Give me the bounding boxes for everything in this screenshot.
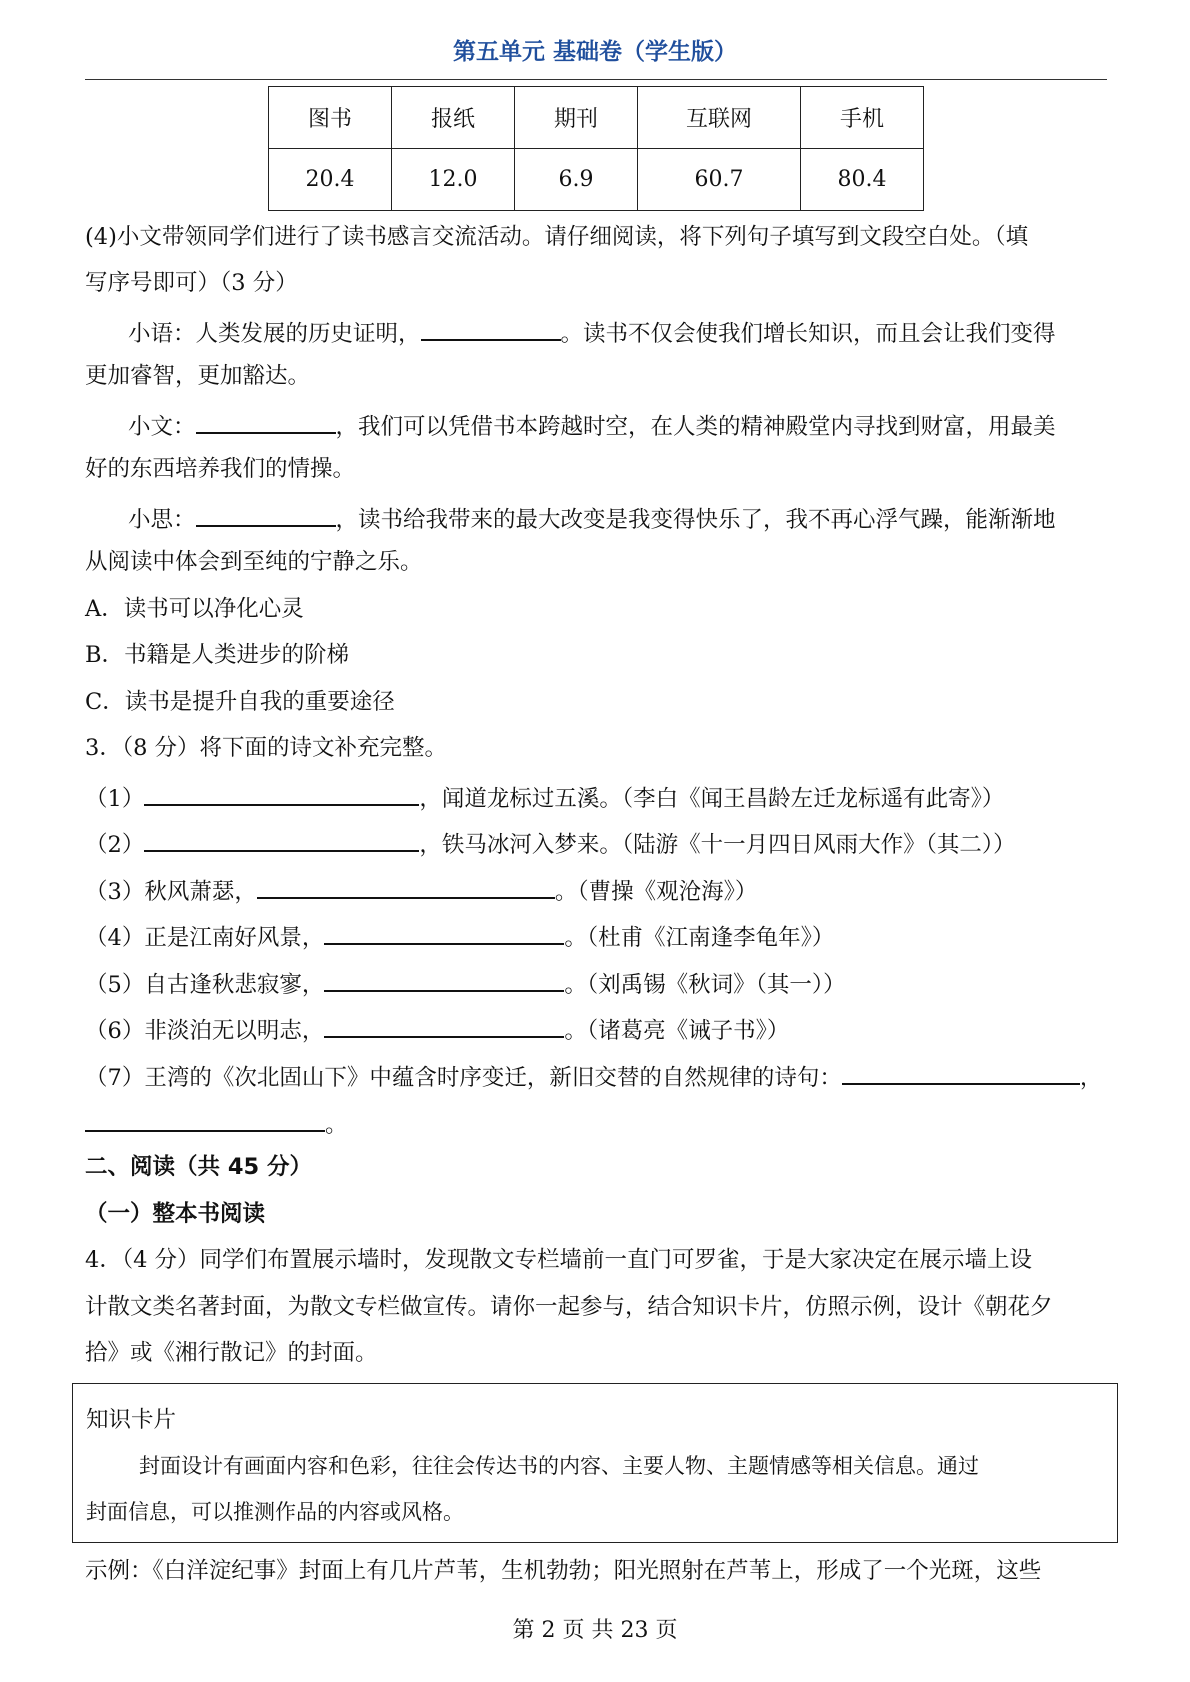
xiaowen-blank[interactable] [196, 408, 336, 434]
table-cell: 60.7 [638, 149, 801, 211]
table-cell: 20.4 [269, 149, 392, 211]
poem-line-4 [85, 919, 834, 953]
poem-blank[interactable] [144, 780, 419, 806]
poem-text: 。（杜甫《江南逢李龟年》） [564, 925, 835, 951]
poem-line-6 [85, 1012, 789, 1046]
poem-blank[interactable] [144, 826, 419, 852]
table-header-cell: 图书 [269, 87, 392, 149]
card-title: 知识卡片 [86, 1407, 177, 1433]
poem-text: （5）自古逢秋悲寂寥， [85, 972, 325, 998]
media-reading-table [268, 86, 924, 211]
poem-blank[interactable] [324, 1012, 564, 1038]
table-row [269, 149, 924, 211]
q4-prompt-line2: 写序号即可）（3 分） [85, 270, 298, 296]
poem-text: （3）秋风萧瑟， [85, 879, 257, 905]
section-heading: 二、阅读（共 45 分） [85, 1154, 312, 1180]
poem-num: （1） [85, 786, 145, 812]
xiaosi-text-b: ，读书给我带来的最大改变是我变得快乐了，我不再心浮气躁，能渐渐地 [335, 507, 1056, 533]
xiaowen-line [128, 408, 1056, 442]
poem-line-7 [85, 1059, 1102, 1093]
option-c: C．读书是提升自我的重要途径 [85, 689, 395, 715]
table-header-row [269, 87, 924, 149]
poem-text: 。（刘禹锡《秋词》（其一）） [564, 972, 846, 998]
example-line1: 示例：《白洋淀纪事》封面上有几片芦苇，生机勃勃；阳光照射在芦苇上，形成了一个光斑，这些 [85, 1558, 1042, 1584]
poem-blank[interactable] [324, 966, 564, 992]
xiaowen-text-b: ，我们可以凭借书本跨越时空，在人类的精神殿堂内寻找到财富，用最美 [335, 414, 1056, 440]
poem-text: 。 [325, 1112, 348, 1138]
xiaoyu-line2: 更加睿智，更加豁达。 [85, 363, 311, 389]
knowledge-card [72, 1383, 1118, 1543]
poem-text: ，铁马冰河入梦来。（陆游《十一月四日风雨大作》（其二）） [419, 832, 1016, 858]
q4-prompt-line1: (4)小文带领同学们进行了读书感言交流活动。请仔细阅读，将下列句子填写到文段空白处。（填 [85, 224, 1029, 250]
xiaosi-line [128, 501, 1056, 535]
poem-num: （2） [85, 832, 145, 858]
table-cell: 80.4 [801, 149, 924, 211]
option-a: A．读书可以净化心灵 [85, 596, 304, 622]
poem-line-1 [85, 780, 1004, 814]
table-header-cell: 手机 [801, 87, 924, 149]
table-cell: 12.0 [392, 149, 515, 211]
xiaoyu-line [128, 315, 1056, 349]
card-line1: 封面设计有画面内容和色彩，往往会传达书的内容、主要人物、主题情感等相关信息。通过 [139, 1454, 979, 1478]
xiaosi-line2: 从阅读中体会到至纯的宁静之乐。 [85, 549, 423, 575]
poem-line-3 [85, 873, 757, 907]
xiaoyu-text-b: 。读书不仅会使我们增长知识，而且会让我们变得 [560, 321, 1056, 347]
poem-blank[interactable] [257, 873, 555, 899]
poem-blank[interactable] [324, 919, 564, 945]
poem-blank[interactable] [85, 1106, 325, 1132]
table-header-cell: 互联网 [638, 87, 801, 149]
xiaowen-line2: 好的东西培养我们的情操。 [85, 456, 356, 482]
table-header-cell: 期刊 [515, 87, 638, 149]
q3-title: 3．（8 分）将下面的诗文补充完整。 [85, 735, 448, 761]
poem-text: （7）王湾的《次北固山下》中蕴含时序变迁，新旧交替的自然规律的诗句： [85, 1065, 842, 1091]
poem-line-5 [85, 966, 846, 1000]
xiaosi-text-a: 小思： [128, 507, 196, 533]
q4-line2: 计散文类名著封面，为散文专栏做宣传。请你一起参与，结合知识卡片，仿照示例，设计《朝花夕 [85, 1294, 1053, 1320]
poem-line-7-cont [85, 1106, 348, 1140]
poem-text: 。（诸葛亮《诫子书》） [564, 1018, 790, 1044]
card-line2: 封面信息，可以推测作品的内容或风格。 [86, 1500, 464, 1524]
subsection-heading: （一）整本书阅读 [85, 1201, 266, 1227]
q4-line1: 4．（4 分）同学们布置展示墙时，发现散文专栏墙前一直门可罗雀，于是大家决定在展示墙上设 [85, 1247, 1033, 1273]
xiaosi-blank[interactable] [196, 501, 336, 527]
header-divider [85, 79, 1107, 80]
poem-text: ，闻道龙标过五溪。（李白《闻王昌龄左迁龙标遥有此寄》） [419, 786, 1005, 812]
xiaowen-text-a: 小文： [128, 414, 196, 440]
poem-text: 。（曹操《观沧海》） [554, 879, 758, 905]
page-footer: 第 2 页 共 23 页 [512, 1618, 678, 1643]
table-cell: 6.9 [515, 149, 638, 211]
poem-text: （6）非淡泊无以明志， [85, 1018, 325, 1044]
q4-line3: 拾》或《湘行散记》的封面。 [85, 1340, 378, 1366]
table-header-cell: 报纸 [392, 87, 515, 149]
page-header-title: 第五单元 基础卷（学生版） [452, 39, 737, 65]
poem-blank[interactable] [842, 1059, 1080, 1085]
poem-text: （4）正是江南好风景， [85, 925, 325, 951]
xiaoyu-blank[interactable] [421, 315, 561, 341]
poem-line-2 [85, 826, 1016, 860]
poem-text: ， [1079, 1065, 1103, 1091]
xiaoyu-text-a: 小语：人类发展的历史证明， [128, 321, 421, 347]
option-b: B．书籍是人类进步的阶梯 [85, 642, 350, 668]
